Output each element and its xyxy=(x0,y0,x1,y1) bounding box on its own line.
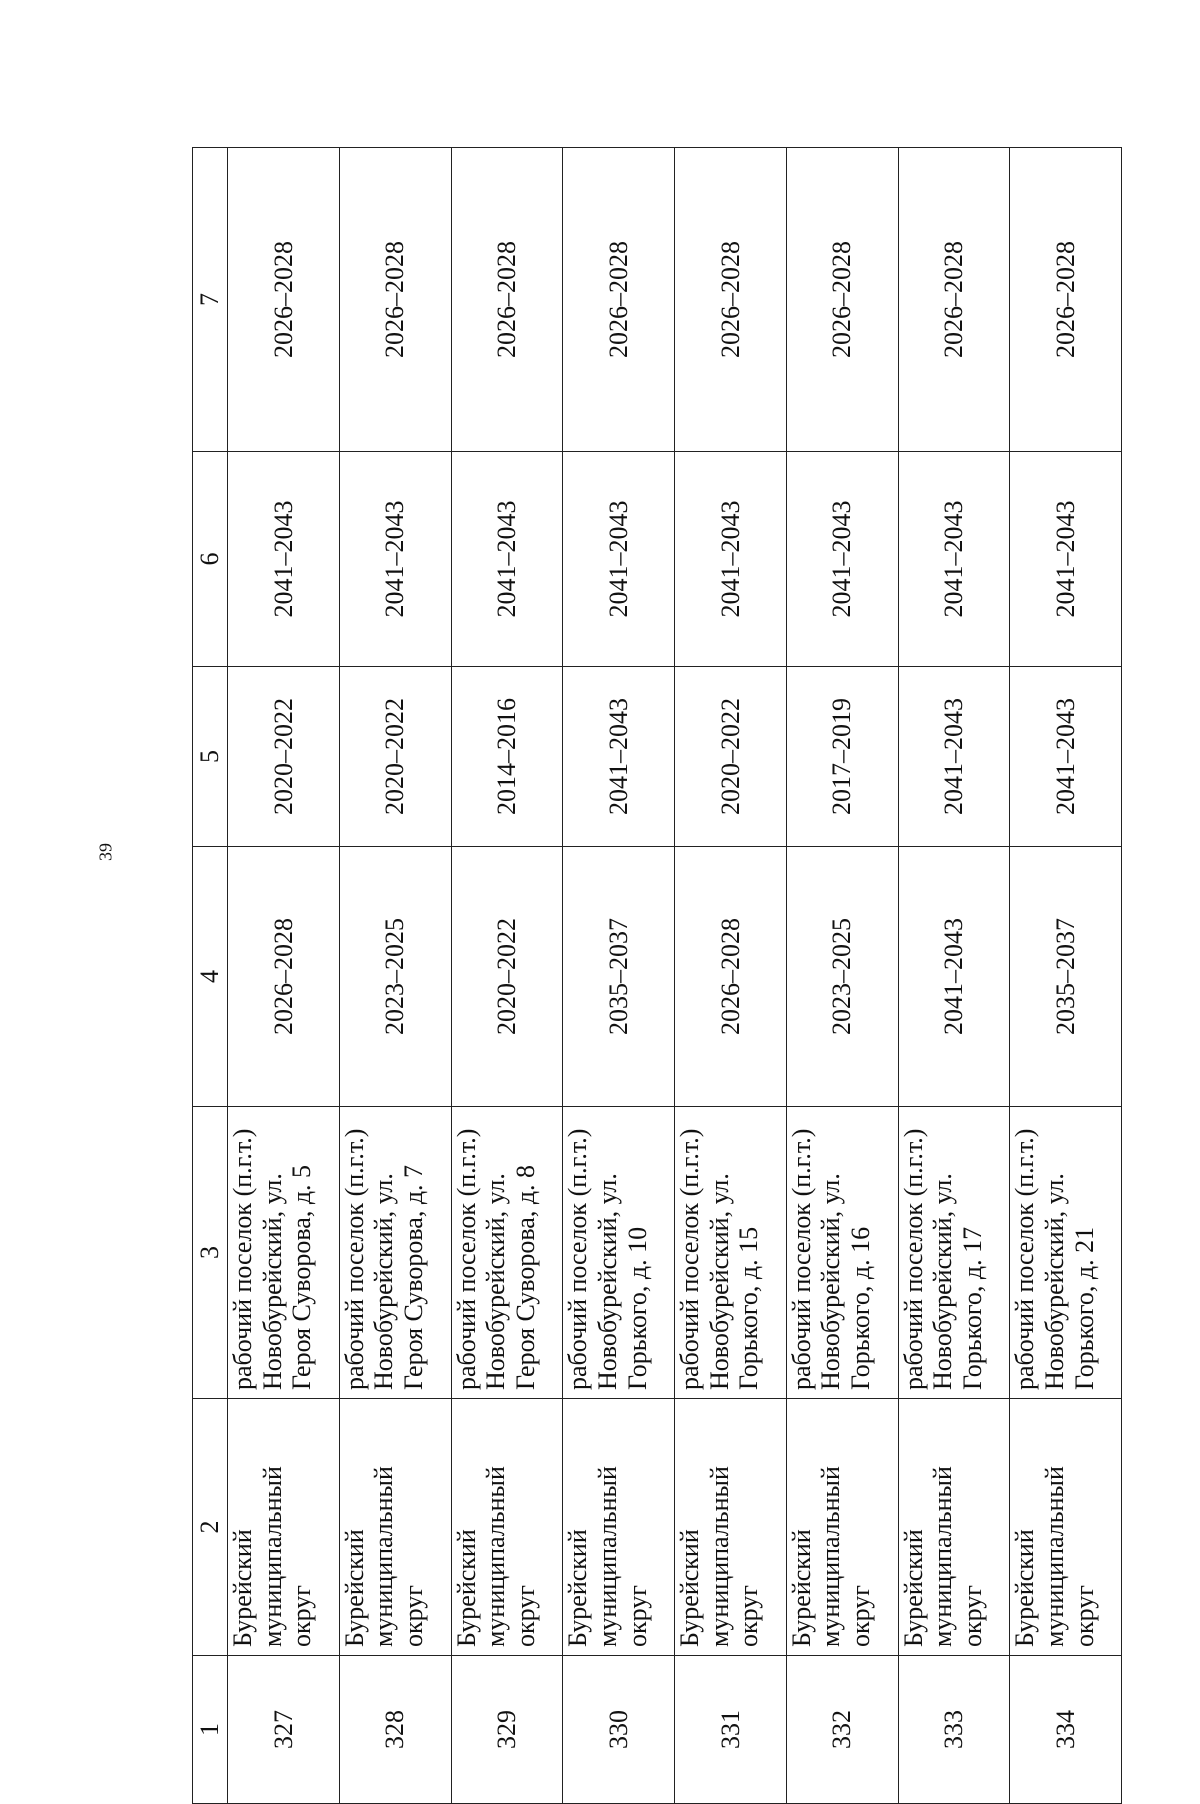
header-row xyxy=(193,148,228,1804)
municipality-cell: Бурейский муниципальный округ xyxy=(451,1399,563,1656)
address-cell: рабочий поселок (п.г.т.) Новобурейский, ул. Героя Суворова, д. 7 xyxy=(339,1107,451,1399)
header-cell: 6 xyxy=(193,452,228,667)
period-cell-4: 2020–2022 xyxy=(451,847,563,1107)
period-cell-5: 2020–2022 xyxy=(675,667,787,847)
period-cell-4: 2026–2028 xyxy=(228,847,340,1107)
table-row xyxy=(1010,148,1122,1804)
table-row xyxy=(228,148,340,1804)
municipality-cell: Бурейский муниципальный округ xyxy=(898,1399,1010,1656)
repair-schedule-table xyxy=(192,147,1122,1804)
row-number-cell: 331 xyxy=(675,1656,787,1804)
header-cell: 2 xyxy=(193,1399,228,1656)
period-cell-7: 2026–2028 xyxy=(228,148,340,452)
table-row xyxy=(563,148,675,1804)
row-number-cell: 333 xyxy=(898,1656,1010,1804)
period-cell-7: 2026–2028 xyxy=(675,148,787,452)
period-cell-7: 2026–2028 xyxy=(451,148,563,452)
address-cell: рабочий поселок (п.г.т.) Новобурейский, ул. Горького, д. 10 xyxy=(563,1107,675,1399)
period-cell-5: 2020–2022 xyxy=(228,667,340,847)
table-row xyxy=(786,148,898,1804)
period-cell-4: 2023–2025 xyxy=(339,847,451,1107)
period-cell-7: 2026–2028 xyxy=(563,148,675,452)
period-cell-6: 2041–2043 xyxy=(898,452,1010,667)
period-cell-5: 2041–2043 xyxy=(563,667,675,847)
row-number-cell: 334 xyxy=(1010,1656,1122,1804)
page-number: 39 xyxy=(95,843,116,861)
period-cell-6: 2041–2043 xyxy=(451,452,563,667)
rotated-table-wrapper xyxy=(192,148,1122,1804)
municipality-cell: Бурейский муниципальный округ xyxy=(563,1399,675,1656)
address-cell: рабочий поселок (п.г.т.) Новобурейский, ул. Горького, д. 16 xyxy=(786,1107,898,1399)
period-cell-7: 2026–2028 xyxy=(898,148,1010,452)
period-cell-4: 2035–2037 xyxy=(563,847,675,1107)
period-cell-5: 2020–2022 xyxy=(339,667,451,847)
header-cell: 1 xyxy=(193,1656,228,1804)
municipality-cell: Бурейский муниципальный округ xyxy=(786,1399,898,1656)
period-cell-7: 2026–2028 xyxy=(1010,148,1122,452)
row-number-cell: 329 xyxy=(451,1656,563,1804)
period-cell-5: 2041–2043 xyxy=(1010,667,1122,847)
row-number-cell: 327 xyxy=(228,1656,340,1804)
period-cell-4: 2035–2037 xyxy=(1010,847,1122,1107)
period-cell-5: 2041–2043 xyxy=(898,667,1010,847)
header-cell: 7 xyxy=(193,148,228,452)
period-cell-6: 2041–2043 xyxy=(675,452,787,667)
row-number-cell: 328 xyxy=(339,1656,451,1804)
header-cell: 4 xyxy=(193,847,228,1107)
address-cell: рабочий поселок (п.г.т.) Новобурейский, ул. Горького, д. 17 xyxy=(898,1107,1010,1399)
period-cell-6: 2041–2043 xyxy=(228,452,340,667)
row-number-cell: 330 xyxy=(563,1656,675,1804)
period-cell-4: 2023–2025 xyxy=(786,847,898,1107)
municipality-cell: Бурейский муниципальный округ xyxy=(1010,1399,1122,1656)
address-cell: рабочий поселок (п.г.т.) Новобурейский, ул. Героя Суворова, д. 5 xyxy=(228,1107,340,1399)
period-cell-6: 2041–2043 xyxy=(1010,452,1122,667)
table-row xyxy=(898,148,1010,1804)
address-cell: рабочий поселок (п.г.т.) Новобурейский, ул. Горького, д. 21 xyxy=(1010,1107,1122,1399)
period-cell-5: 2014–2016 xyxy=(451,667,563,847)
municipality-cell: Бурейский муниципальный округ xyxy=(228,1399,340,1656)
table-row xyxy=(339,148,451,1804)
municipality-cell: Бурейский муниципальный округ xyxy=(675,1399,787,1656)
period-cell-6: 2041–2043 xyxy=(339,452,451,667)
period-cell-6: 2041–2043 xyxy=(786,452,898,667)
period-cell-5: 2017–2019 xyxy=(786,667,898,847)
period-cell-4: 2026–2028 xyxy=(675,847,787,1107)
table-row xyxy=(675,148,787,1804)
address-cell: рабочий поселок (п.г.т.) Новобурейский, ул. Горького, д. 15 xyxy=(675,1107,787,1399)
address-cell: рабочий поселок (п.г.т.) Новобурейский, ул. Героя Суворова, д. 8 xyxy=(451,1107,563,1399)
municipality-cell: Бурейский муниципальный округ xyxy=(339,1399,451,1656)
period-cell-7: 2026–2028 xyxy=(339,148,451,452)
header-cell: 3 xyxy=(193,1107,228,1399)
period-cell-4: 2041–2043 xyxy=(898,847,1010,1107)
row-number-cell: 332 xyxy=(786,1656,898,1804)
period-cell-7: 2026–2028 xyxy=(786,148,898,452)
header-cell: 5 xyxy=(193,667,228,847)
table-row xyxy=(451,148,563,1804)
period-cell-6: 2041–2043 xyxy=(563,452,675,667)
